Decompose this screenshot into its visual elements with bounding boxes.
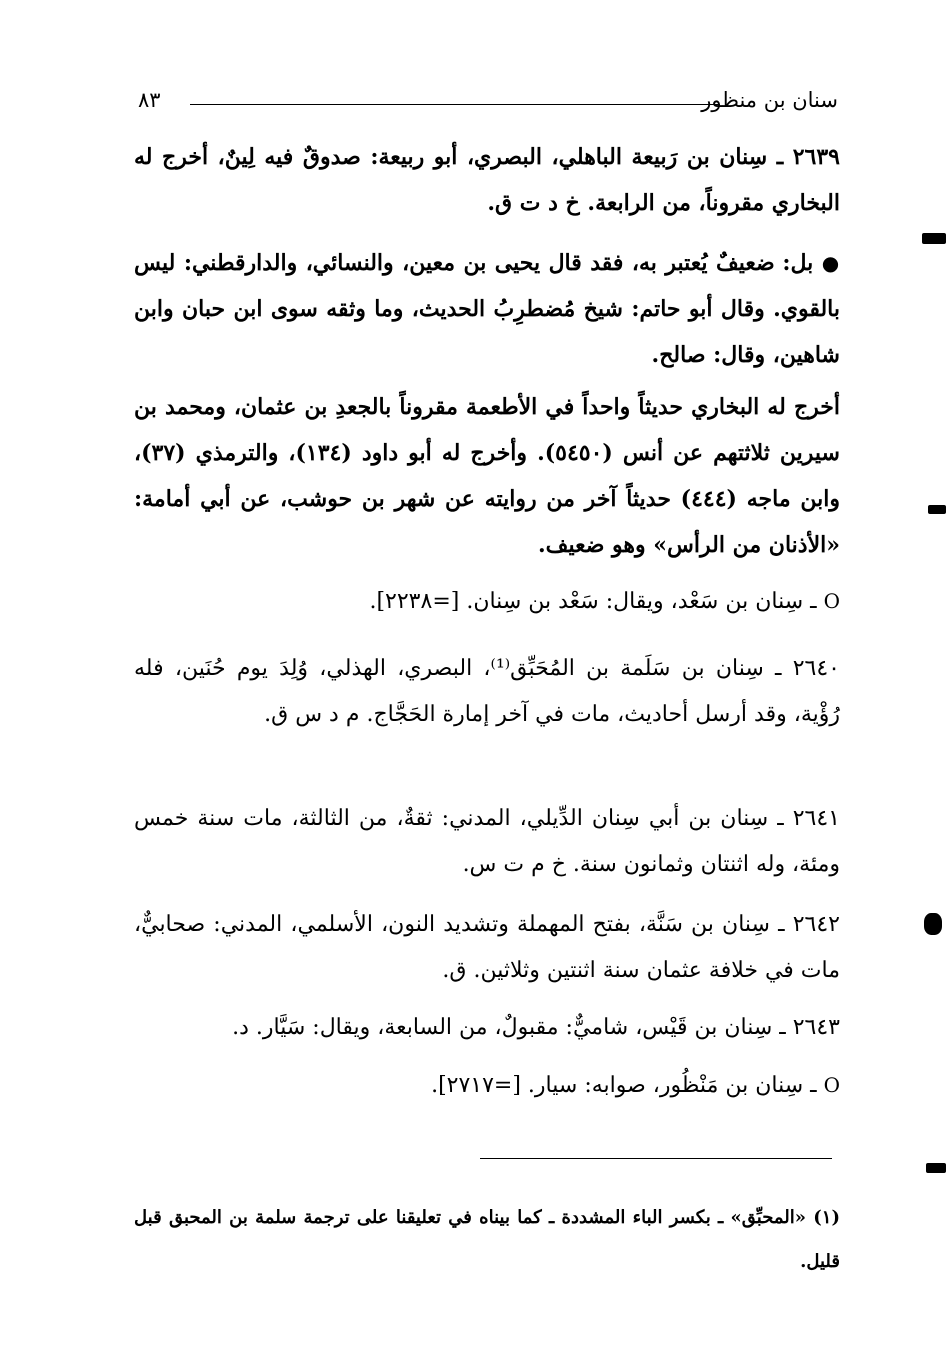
running-header bbox=[138, 88, 838, 120]
circle-marker-icon: O bbox=[823, 589, 840, 613]
footnote-rule bbox=[480, 1158, 832, 1159]
entry-text: ٢٦٤٢ ـ سِنان بن سَنَّة، بفتح المهملة وتشديد النون، الأسلمي، المدني: صحابيٌّ، مات في خلافة عثمان سنة اثنتين وثلاثين. ق. bbox=[134, 912, 840, 983]
header-title: سنان بن منظور bbox=[701, 88, 838, 112]
entry-2640 bbox=[134, 646, 840, 738]
entry-text: ٢٦٤١ ـ سِنان بن أبي سِنان الدِّيلي، المدني: ثقةٌ، من الثالثة، مات سنة خمس ومئة، وله اثنتان وثمانون سنة. خ م ت س. bbox=[134, 806, 840, 877]
page-number: ٨٣ bbox=[138, 88, 161, 112]
entry-2639 bbox=[134, 134, 840, 226]
header-rule bbox=[190, 104, 720, 105]
entry-text: ـ سِنان بن مَنْظُور، صوابه: سيار. [=٢٧١٧]. bbox=[431, 1073, 817, 1098]
entry-text: أخرج له البخاري حديثاً واحداً في الأطعمة مقروناً بالجعدِ بن عثمان، ومحمد بن سيرين ثلاثتهم عن أنس (٥٤٥٠). وأخرج له أبو داود (١٣٤)، والترمذي (٣٧)، وابن ماجه (٤٤٤) حديثاً آخر من روايته عن شهر بن حوشب، عن أبي أمامة: «الأذنان من الرأس» وهو ضعيف. bbox=[134, 394, 840, 558]
cross-ref-sinan-bin-saad bbox=[134, 578, 840, 625]
entry-2641 bbox=[134, 796, 840, 888]
scan-edge-mark bbox=[922, 233, 946, 244]
scan-edge-mark bbox=[928, 505, 946, 514]
circle-marker-icon: O bbox=[823, 1073, 840, 1097]
footnote bbox=[134, 1196, 840, 1284]
cross-ref-sinan-bin-manzur bbox=[134, 1062, 840, 1109]
scan-edge-mark bbox=[926, 1163, 946, 1173]
entry-text: ٢٦٣٩ ـ سِنان بن رَبيعة الباهلي، البصري، أبو ربيعة: صدوقٌ فيه لِينٌ، أخرج له البخاري مقروناً، من الرابعة. خ د ت ق. bbox=[134, 144, 840, 216]
bullet-icon: ● bbox=[821, 251, 840, 275]
entry-text: بل: ضعيفٌ يُعتبر به، فقد قال يحيى بن معين، والنسائي، والدارقطني: ليس بالقوي. وقال أبو حاتم: شيخ مُضطرِبُ الحديث، وما وثقه سوى ابن حبان وابن شاهين، وقال: صالح. bbox=[134, 250, 840, 368]
entry-2643 bbox=[134, 1005, 840, 1051]
entry-text: ٢٦٤٣ ـ سِنان بن قَيْس، شاميٌّ: مقبولٌ، من السابعة، ويقال: سَيَّار. د. bbox=[232, 1015, 840, 1040]
entry-2642 bbox=[134, 902, 840, 994]
footnote-text: (١) «المحبِّق» ـ بكسر الباء المشددة ـ كما بيناه في تعليقنا على ترجمة سلمة بن المحبق قبل قليل. bbox=[134, 1207, 840, 1272]
critique-note bbox=[134, 240, 840, 378]
scan-edge-mark bbox=[924, 913, 942, 935]
entry-text: ٢٦٤٠ ـ سِنان بن سَلَمة بن المُحَبِّق⁽¹⁾، البصري، الهذلي، وُلِدَ يوم حُنَين، فله رُؤْية، وقد أرسل أحاديث، مات في آخر إمارة الحَجَّاج. م د س ق. bbox=[134, 656, 840, 727]
takhrij-note bbox=[134, 384, 840, 568]
entry-text: ـ سِنان بن سَعْد، ويقال: سَعْد بن سِنان. [=٢٢٣٨]. bbox=[369, 589, 817, 614]
